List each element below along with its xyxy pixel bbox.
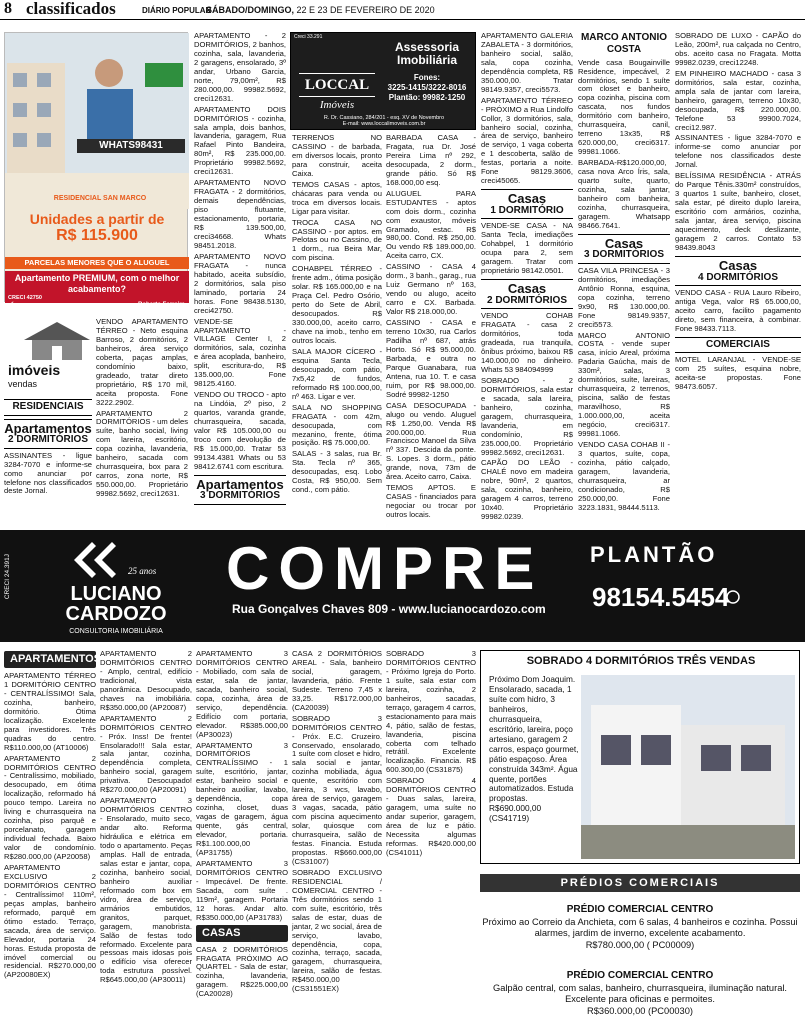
ad-title: Assessoria Imobiliária [394,40,460,68]
listing: VENDE-SE APARTAMENTO - VILLAGE Center I, 2 dormitórios, sala, cozinha e área acoplada, banheiro, split, escritura-do, R$ 135.000,00. Fone 98125.4160. [194,316,286,389]
column-5 [578,32,670,512]
listing: SOBRADO 3 DORMITÓRIOS CENTRO - Próximo Igreja do Porto. 1 suíte, sala estar com lareira, cozinha, 2 banheiros, sacadas, terraço, garagem 4 carros, estacionamento para mais 4, pátio, salão de festas, lavanderia, piscina coberta com telhado retrátil. Excelente localização. Financia. R$ 600.300,00 (CS31875) [386,649,476,775]
listing: APARTAMENTO 2 DORMITÓRIOS CENTRO - Próx. Inss! De frente! Ensolarado!!! Sala estar, sala jantar, cozinha, dependência completa, banheiro social, garagem privativa. Desocupado! R$270.000,00 (AP20091) [100,713,192,795]
casas-pill: CASAS [196,925,288,942]
listing: TROCA CASA NO CASSINO - por aptos. em Pelotas ou no Cassino, de 1 dorm., rua Beira Mar, com piscina. [292,217,382,263]
column-1a [4,396,92,514]
listing: MARCO ANTONIO COSTA - vende super casa, início Areal, próxima Padaria Gaúcha, mais de 330m², salas, 3 dormitórios, suíte, lareiras, churrasqueira, 2 terrenos, piscina, salão de festas maravilhoso, R$ 1.000.000,00, aceita negócio, creci6317. 99981.1066. [578,330,670,438]
category-comerciais: COMERCIAIS [675,337,801,354]
listing: CASSINO - CASA e terreno 10x30, rua Carlos Padilha nº 687, atrás Horto. Só R$ 95.000,00. Barbada, e outra no Parque Guanabara, rua Antena, rua 10. T. e casa ruim, por R$ 98.000,00. Sodré 99982-1250 [386,318,476,399]
years-badge: 25 anos [128,566,157,576]
company-subtitle: CONSULTORIA IMOBILIÁRIA [69,628,163,635]
category-residenciais: RESIDENCIAIS [4,399,92,416]
featured-title: SOBRADO 4 DORMITÓRIOS TRÊS VENDAS [526,655,756,667]
listing: TERRENOS NO CASSINO - de barbada, em diversos locais, pronto para construir, aceita Caixa. [292,133,382,178]
listing: APARTAMENTO 3 DORMITÓRIOS CENTRO - Mobiliado, com sala de estar, sala de jantar, sacada, banheiro social, copa, cozinha, área de serviço, dependência. Edifício com portaria, elevador. R$385.000,00 (AP30023) [196,649,288,739]
column-4 [481,31,573,522]
listing: SOBRADO 3 DORMITÓRIOS CENTRO - Próx. E.C. Cruzeiro. Conservado, ensolarado, 1 suíte com closet e hidro, sala social e jantar, cozinha mobiliada, água quente, escritório com lareira, 3 wcs, lavabo, área de serviço, garagem 3 vagas, sacada, pátio com piscina aquecimento solar, quiosque com churrasqueira, salão de festas. Financia. Estuda propostas. R$660.000,00 (CS31007) [292,713,382,866]
plantao-label: PLANTÃO [590,542,718,567]
ad-price: R$ 115.900 [56,227,138,244]
page-number: 8 [4,0,12,17]
house-photo-icon [581,675,795,859]
listing: SOBRADO - 2 DORMITÓRIOS, sala estar e sacada, sala lareira, banheiro, cozinha, garagem, churrasqueira, lavanderia, em condomínio, R$ 235.000,00. Proprietário 99982.5692, creci12631. [481,375,573,457]
category-casas-2: Casas 2 DORMITÓRIOS [481,279,573,309]
vendas-word: vendas [8,379,38,389]
company-address: Rua Gonçalves Chaves 809 - www.lucianocardozo.com [232,602,546,616]
listing: TEMOS APTOS. E CASAS - financiados para negociar ou trocar por outros locais. [386,483,476,520]
listing: APARTAMENTO DOIS DORMITÓRIOS - cozinha, sala ampla, dois banhos, lavanderia, garagem, Rua Rafael Pinto Bandeira, 80m², R$ 235.000,00. Proprietário 99982.5692, creci12631. [194,104,286,177]
featured-sobrado [480,650,800,864]
predios-comerciais: PRÉDIOS COMERCIAIS PRÉDIO COMERCIAL CENTRO Próximo ao Correio da Anchieta, com 6 salas, 4 banheiros e cozinha. Possui alarmes, jardim de inverno, excelente acabamento. R$780.000,00 ( PC00009) PRÉDIO COMERCIAL CENTRO Galpão central, com salas, banheiro, churrasqueira, iluminação natural. Excelente para oficinas e permoites. R$360.000,00 (PC00030) [480,874,800,1022]
listing: APARTAMENTO TÉRREO - PRÓXIMO a Rua Lindolfo Collor, 3 dormitórios, sala, banheiro social, cozinha, área de serviço, banheiro de serviço, 1 vaga coberta e 1 descoberta, salão de festas, portaria a noite. Fone 98129.3606, creci45065. [481,95,573,186]
listing: ASSINANTES - ligue 3284-7070 e informe-se como anunciar por telefone nos classificados deste Jornal. [675,133,801,170]
listing: COHABPEL TÉRREO - frente adm., ótima posição solar. R$ 165.000,00 e na Praça Cel. Pedro Osório, perto do Sete de Abril, desocupados. R$ 330.000,00, aceito carro, chave na imob., tenho em outros locais. [292,264,382,345]
lc-logo-icon [70,538,120,582]
column-2 [194,31,286,502]
predio-title: PRÉDIO COMERCIAL CENTRO [566,970,714,981]
listing: VENDE-SE CASA - NA Santa Tecla, imediações Cohabpel, 1 dormitório ocupa para 2, sem garagem. Tratar com proprietário 98142.0501. [481,221,573,276]
luciano-cardozo-banner [0,530,805,642]
listing: ASSINANTES - ligue 3284-7070 e informe-se como anunciar por telefone nos classificados deste Jornal. [4,450,92,496]
listing: MOTEL LARANJAL - VENDE-SE com 25 suítes, esquina nobre, aceita-se propostas. Fone 98473.6057. [675,355,801,392]
residencial-ad [4,32,188,312]
listing: APARTAMENTO - 2 DORMITÓRIOS, 2 banhos, cozinha, sala, lavanderia, 2 garagens, ensolarado, 3º andar, Urbano Garcia, norte, 79,00m², R$ 280.000,00. 99982.5692, creci12631. [194,31,286,103]
listing: APARTAMENTO 3 DORMITÓRIOS CENTRALÍSSIMO - 1 suíte, escritório, jantar, estar, banheiro social e banheiro auxiliar, lavabo, dependência, copa cozinha, closet, duas vagas de garagem, água quente, gás central, elevador, portaria. R$1.100.000,00 (AP31755) [196,740,288,857]
ad-bar: PARCELAS MENORES QUE O ALUGUEL [5,257,189,269]
loccal-logo: LOCCAL [299,73,375,97]
plantao-phone: 98154.5454 [592,582,730,612]
issue-date: SÁBADO/DOMINGO, 22 E 23 DE FEVEREIRO DE 2020 [206,5,435,15]
company-name: LUCIANO CARDOZO [65,583,167,625]
featured-text: Próximo Dom Joaquim. Ensolarado, sacada, 1 suíte com hidro, 3 banheiros, churrasqueira, escritório, lareira, poço artesiano, garagem 2 carros, espaço gourmet, pátio espaçoso. Área construída 343m². Água quente, portões automatizados. Estuda propostas. R$690.000,00 (CS41719) [489,674,579,824]
listing: BELÍSSIMA RESIDÊNCIA - ATRÁS do Parque Tênis.330m² construídos, 3 quartos 1 suíte, banheiro, closet, sala estar, pé direito duplo lareira, escritório com armários, cozinha, sala jantar, área serviço, piscina aquecimento, deck deslizante, garagem 2 carros. Contato 53 98439.8043 [675,171,801,252]
building-photo-icon [5,33,189,209]
listing: APARTAMENTO 3 DORMITÓRIOS CENTRO - Impecável. De frente. Sacada, com suíte . 119m², garagem. Portaria 12 horas. Andar alto. R$350.000,00 (AP31783) [196,858,288,922]
listing: APARTAMENTO 2 DORMITÓRIOS CENTRO - Amplo, central, edifício tradicional, vista panorâmica. Desocupado, chaves na imobiliária. R$350.000,00 (AP20087) [100,649,192,712]
section-title: classificados [26,0,116,18]
listing: EM PINHEIRO MACHADO - casa 3 dormitórios, sala estar, cozinha, ampla sala de jantar com lareira, banheiro, garagem, terreno 10x30, desocupada, R$ 220.000,00. Telefone 53 99900.7024, creci12.987. [675,68,801,132]
listing: BARBADA-R$120.000,00, casa nova Arco Íris, sala, quarto suíte, quarto, cozinha, sala jantar, banheiro com banheira, cozinha, churrasqueira, garagem. Whatsapp 98466.7641. [578,158,670,230]
listing: APARTAMENTO 3 DORMITÓRIOS CENTRO - Ensolarado, muito seco, andar alto. Reforma hidráulica e elétrica em todo o apartamento. Peças amplas. Hall de entrada, salas estar e jantar, copa, cozinha, banheiro social, banheiro auxiliar reformado com box em vidro, área de serviço, armários embutidos, granitos, parquet, garagem, manobrista. Salão de festas todo reformado. Excelente para pessoas mais idosas pois o edifício visa oferecer toda estrutura possível. R$645.000,00 (AP30011) [100,796,192,985]
listing: CASA DESOCUPADA - alugo ou vendo. Aluguel R$ 1.250,00. Venda R$ 200.000,00. Rua Francisco Manoel da Silva nº 337. Descida da ponte. S. Lopes. 3 dorm., pátio grande, nova, 73m de área. Aceito carro, Caixa. [386,400,476,482]
listing: SOBRADO EXCLUSIVO RESIDENCIAL / COMERCIAL CENTRO - Três dormitórios sendo 1 com suíte, escritório, três salas de estar, duas de jantar, 2 wc social, área de serviço, lavabo, dependência, copa, cozinha, terraço, sacada, garagem, churrasqueira, lareira, salão de festas. R$450.000,00 (CS31551EX) [292,867,382,994]
column-1b [96,318,188,514]
listing: APARTAMENTO NOVO FRAGATA - 2 dormitórios, demais dependências, piso flutuante, estacionamento, portaria, R$ 139.500,00, creci34668. Whats 98451.2018. [194,178,286,250]
listing: TEMOS CASAS - aptos, chácaras para venda ou troca em diversos locais. Ligar para visitar. [292,179,382,216]
lc-column-1 [4,650,102,1022]
listing: APARTAMENTO NOVO FRAGATA - nunca habitado, aceita subsídio, 2 dormitórios, sala piso laminado, portaria 24 horas. Fone 98438.5130, creci42750. [194,251,286,315]
column-6 [675,32,801,498]
listing: VENDO APARTAMENTO TÉRREO - Neto esquina Barroso, 2 dormitórios, 2 banheiros, área serviço coberta, paças amplas, condomínio baixo, gradeado, tratar direto proprietário, R$ 170 mil, aceita proposta. Fone 3222.2902. [96,317,188,407]
listing: SOBRADO DE LUXO - CAPÃO do Leão, 200m², rua calçada no Centro, obs. aceito casa no Fragata. Motta 99982.0239, creci12248. [675,31,801,67]
listing: SALA MAJOR CÍCERO - esquina Santa Tecla, desocupado, com pátio, 7x5,42 de fundos, reformado R$ 100.000,00, nº 463. Ligar e ver. [292,346,382,401]
whatsapp-number: WHATS98431 [77,139,185,153]
ad-title: Unidades a partir de [29,211,165,227]
lc-column-5 [386,650,476,1022]
listing: SALA NO SHOPPING FRAGATA - com 42m, desocupada, com mezanino, frente, ótima posição. R$ 75.000,00. [292,402,382,448]
compre-heading: COMPRE [226,535,544,602]
imoveis-word: imóveis [8,362,61,378]
listing: ALUGUEL PARA ESTUDANTES - aptos com dois dorm., cozinha com exaustor, móveis Gramado, estac. R$ 980,00. Cond. R$ 250,00. Ou vendo R$ 189.000,00. Aceita carro, CX. [386,188,476,261]
page-header [0,0,805,20]
house-icon [22,320,92,362]
listing: VENDO CASA - RUA Lauro Ribeiro, antiga Vega, valor R$ 65.000,00, aceito carro, facilito pagamento direto, sem financeira, à combinar. Fone 98433.7113. [675,288,801,333]
listing: CASSINO - CASA 4 dorm., 3 banh., garag., rua Luiz Germano nº 163, vendo ou alugo, aceito carro e CX. Barbada. Valor R$ 218.000,00. [386,262,476,317]
category-casas-4: Casas 4 DORMITÓRIOS [675,256,801,286]
lc-column-2 [100,650,192,1022]
creci-number: CRECI 24.391J [4,554,11,600]
predios-header: PRÉDIOS COMERCIAIS [480,874,800,892]
category-casas-1: Casas 1 DORMITÓRIO [481,189,573,219]
listing: BARBADA CASA - Fragata, rua Dr. José Pereira Lima nº 292, desocupada, 2 dorm., grande pátio. Só R$ 168.000,00 esq. [386,133,476,187]
listing: APARTAMENTO 2 DORMITÓRIOS CENTRO - Centralíssimo, mobiliado, desocupado, em ótima localização, reformado há pouco tempo. Lareira no living e churrasqueira na cozinha, piso parquê e porcelanato, garagem individual fechada. Baixo valor de condomínio. R$280.000,00 (AP20058) [4,753,96,862]
category-casas-3: Casas 3 DORMITÓRIOS [578,234,670,264]
residencial-name: RESIDENCIAL SAN MARCO [53,195,147,202]
loccal-imoveis-ad: Creci 33.291 LOCCAL Imóveis Assessoria Imobiliária Fones: 3225-1415/3222-8016 Plantão: 99982-1250 R. Dr. Cassiano, 284/201 - esq. XV de Novembro E-mail: www.loccalimoveis.com.br [290,32,476,130]
listing: VENDO OU TROCO - apto na Lindóia, 2º piso, 2 quartos, varanda grande, churrasqueira, sacada, valor R$ 105.000,00 ou troco com devolução de R$ 15.000,00. Tratar 53 99134.4381 Whats ou 53 98412.6741 com escritura. [194,390,286,471]
lc-column-4 [292,650,382,1022]
listing: APARTAMENTO EXCLUSIVO 2 DORMITÓRIOS CENTRO - Centralíssimo! 110m², peças amplas, banheiro reformado, parquê em ótimo estado. Terraço, sacada, área de serviço. Elevador, portaria 24 horas. Estuda proposta de imóvel comercial ou residencial. R$270.000,00 (AP20080EX) [4,862,96,980]
listing: SALAS - 3 salas, rua Br. Sta. Tecla nº 365, desocupadas, esq. Lobo Costa, R$ 950,00. Sem cond., com pátio. [292,449,382,495]
listing: SOBRADO 4 DORMITÓRIOS CENTRO - Duas salas, lareira, garagem, uma suíte no andar superior, garagem, área de luz e pátio. Necessita algumas reformas. R$420.000,00 (CS41011) [386,776,476,857]
broker-name: MARCO ANTONIO COSTA [580,32,668,55]
listing: APARTAMENTO GALERIA ZABALETA - 3 dormitórios, banheiro social, salão, sala, copa cozinha, dependência completa, R$ 350.000,00. Tratar 98149.9357, creci5573. [481,31,573,94]
listing: VENDO COHAB FRAGATA - casa 2 dormitórios, toda gradeada, rua tranquila, ônibus próximo, baixou R$ 140.000,00 no dinheiro. Whats 53 984094999 [481,311,573,374]
predio-title: PRÉDIO COMERCIAL CENTRO [566,904,714,915]
whatsapp-icon [726,590,740,604]
listing: CASA VILA PRINCESA - 3 dormitórios, imediações Antônio Ronna, esquina, copa cozinha, terreno 9x90, R$ 130.000,00. Fone 98149.9357, creci5573. [578,265,670,329]
column-3b [386,133,476,520]
listing: CAPÃO DO LEÃO - CHALÉ novo em madeira nobre, 90m², 2 quartos, sala, cozinha, banheiro, garagem 4 carros, terreno 10x40. Proprietário 99982.0239. [481,458,573,522]
newspaper-name: DIÁRIO POPULAR [142,6,212,15]
category-apartamentos-2: Apartamentos 2 DORMITÓRIOS [4,419,92,449]
listing: Vende casa Bougainville Residence, impecável, 2 dormitórios, sendo 1 suíte com closet e banheiro, copa cozinha, piscina com cascata, nos fundos dormitório com banheiro, churrasqueira, canil, terreno 13x35, R$ 620.000,00, creci6317. 99981.1066. [578,57,670,157]
listing: CASA 2 DORMITÓRIOS FRAGATA PRÓXIMO AO QUARTEL - Sala de estar, cozinha, lavanderia, garagem. R$225.000,00 (CA20028) [196,944,288,999]
listing: APARTAMENTO TÉRREO 1 DORMITÓRIO CENTRO - CENTRALÍSSIMO! Sala, cozinha, banheiro, dormitório. Ótima localização. Excelente para investidores. Três quadras do centro. R$110.000,00 (AT10006) [4,670,96,752]
listing: APARTAMENTO 2 DORMITÓRIOS - um deles suíte, banho social, living com lareira, escritório, copa cozinha, lavanderia, banheiro, sacada com churrasqueira, box para 2 carros, zona norte, R$ 550.000,00. Proprietário 99982.5692, creci12631. [96,408,188,499]
category-apartamentos-3: Apartamentos 3 DORMITÓRIOS [194,475,286,505]
listing: VENDO CASA COHAB II - 3 quartos, suíte, copa, cozinha, pátio calçado, garagem, lavanderia, churrasqueira, ar condicionado, R$ 250.000,00. Fone 3223.1831, 98444.5113. [578,439,670,512]
lc-column-3 [196,650,288,1022]
ad-premium: Apartamento PREMIUM, com o melhor acabamento? CRECI 42750 É a QUALIDADE Roberto Ferreira [5,271,189,303]
column-3a [292,134,382,494]
listing: CASA 2 DORMITÓRIOS AREAL - Sala, banheiro social, garagem, lavanderia, pátio. Frente Sudeste. Terreno 7,45 x 33,25. R$172.000,00 (CA20039) [292,649,382,712]
apartamentos-pill: APARTAMENTOS [4,651,96,668]
